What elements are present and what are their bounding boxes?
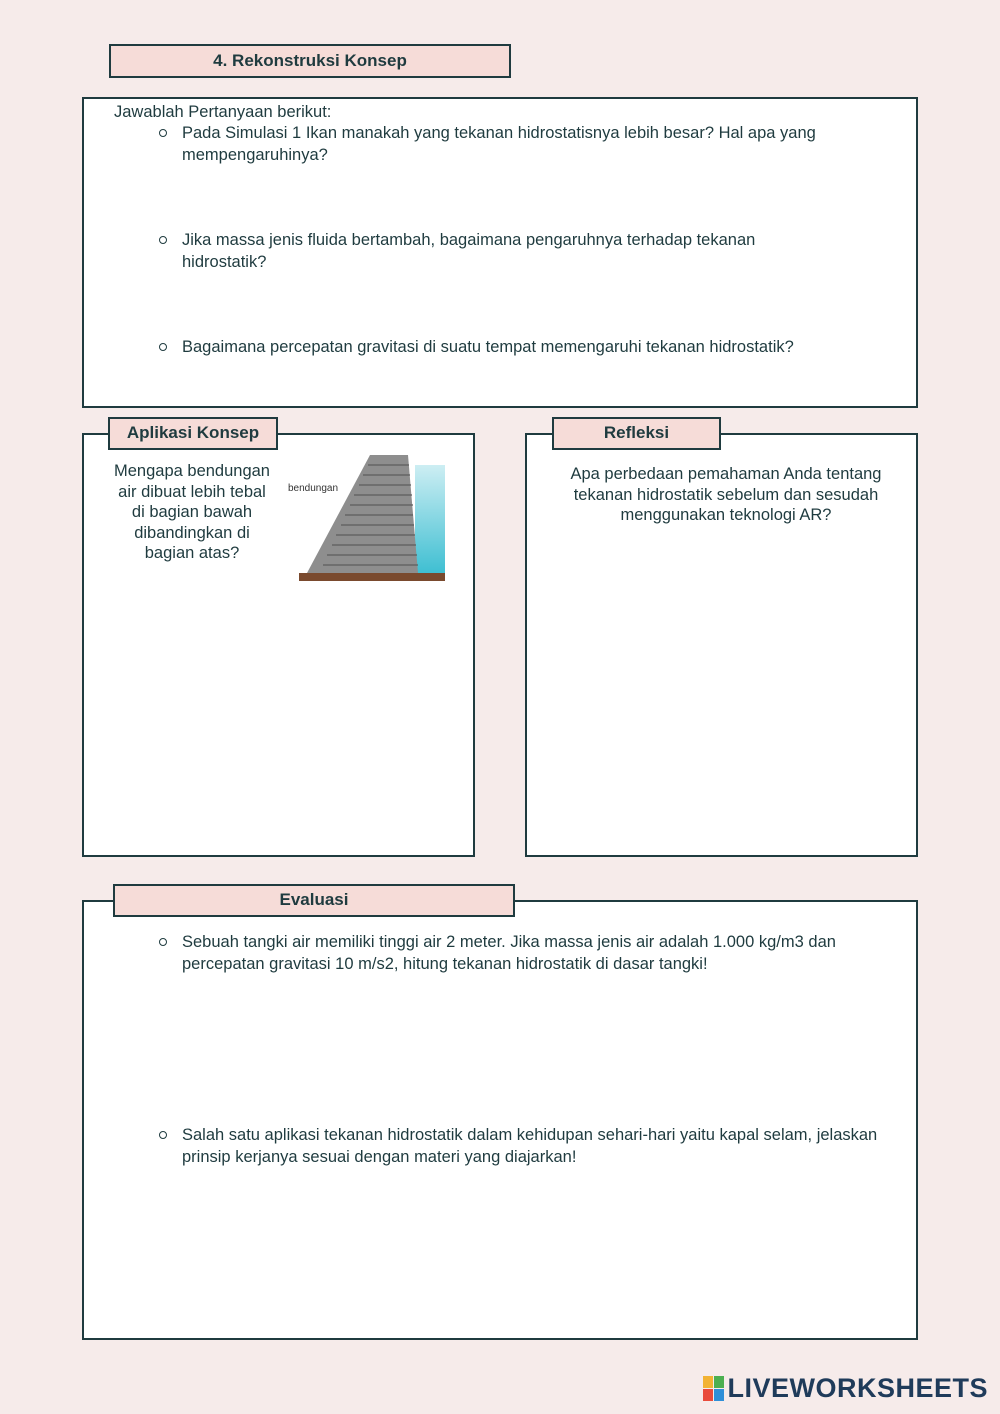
bullet-icon xyxy=(159,1131,167,1139)
liveworksheets-logo xyxy=(703,1373,988,1404)
evaluasi-question-2: Salah satu aplikasi tekanan hidrostatik dalam kehidupan sehari-hari yaitu kapal selam, jelaskan prinsip kerjanya sesuai dengan materi yang diajarkan! xyxy=(182,1126,878,1166)
dam-figure xyxy=(285,453,455,583)
bullet-icon xyxy=(159,129,167,137)
live-blocks-icon xyxy=(703,1376,725,1402)
dam-label: bendungan xyxy=(288,483,339,494)
rekonstruksi-question-3: Bagaimana percepatan gravitasi di suatu tempat memengaruhi tekanan hidrostatik? xyxy=(182,338,794,356)
aplikasi-title: Aplikasi Konsep xyxy=(108,417,278,450)
evaluasi-title: Evaluasi xyxy=(113,884,515,917)
rekonstruksi-question-2: Jika massa jenis fluida bertambah, bagaimana pengaruhnya terhadap tekanan hidrostatik? xyxy=(182,231,756,271)
bullet-icon xyxy=(159,938,167,946)
aplikasi-question: Mengapa bendungan air dibuat lebih tebal di bagian bawah dibandingkan di bagian atas? xyxy=(114,462,270,562)
refleksi-question: Apa perbedaan pemahaman Anda tentang tekanan hidrostatik sebelum dan sesudah menggunakan teknologi AR? xyxy=(570,465,882,524)
bullet-icon xyxy=(159,236,167,244)
refleksi-title: Refleksi xyxy=(552,417,721,450)
ground-icon xyxy=(299,573,445,581)
brand-name: LIVEWORKSHEETS xyxy=(727,1373,988,1403)
rekonstruksi-intro: Jawablah Pertanyaan berikut: xyxy=(114,103,332,121)
bullet-icon xyxy=(159,343,167,351)
rekonstruksi-question-1: Pada Simulasi 1 Ikan manakah yang tekanan hidrostatisnya lebih besar? Hal apa yang mempengaruhinya? xyxy=(182,124,816,164)
section-title: 4. Rekonstruksi Konsep xyxy=(109,44,511,78)
evaluasi-question-1: Sebuah tangki air memiliki tinggi air 2 meter. Jika massa jenis air adalah 1.000 kg/m3 dan percepatan gravitasi 10 m/s2, hitung tekanan hidrostatik di dasar tangki! xyxy=(182,933,836,973)
